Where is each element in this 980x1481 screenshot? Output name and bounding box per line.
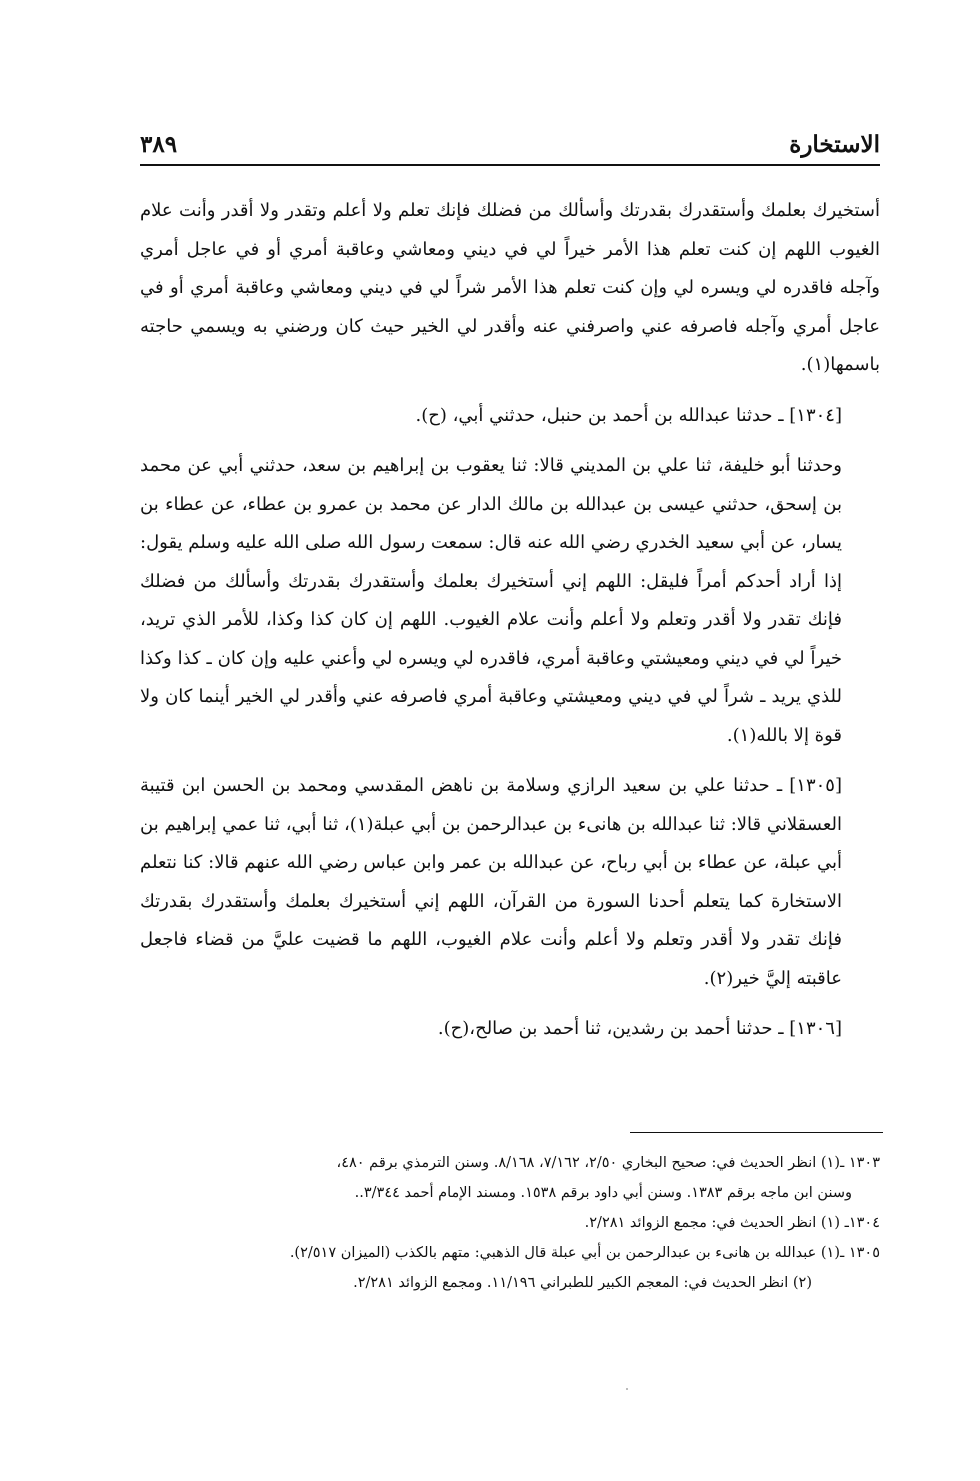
page-number: ٣٨٩ (140, 131, 178, 158)
page-header (140, 118, 880, 158)
hadith-1304-chain: وحدثنا أبو خليفة، ثنا علي بن المديني قالا: ثنا يعقوب بن إبراهيم بن سعد، حدثني أبي عن محمد بن إسحق، حدثني عيسى بن عبدالله بن مالك الدار عن محمد بن عمرو بن عطاء، عن عطاء بن يسار، عن أبي سعيد الخدري رضي الله عنه قال: سمعت رسول الله صلى الله عليه وسلم يقول: إذا أراد أحدكم أمراً فليقل: اللهم إني أستخيرك بعلمك وأستقدرك بقدرتك وأسألك من فضلك فإنك تقدر ولا أقدر وتعلم ولا أعلم وأنت علام الغيوب. اللهم إن كان كذا وكذا، للأمر الذي تريد، خيراً لي في ديني ومعيشتي وعاقبة أمري، فاقدره لي ويسره لي وأعني عليه وإن كان ـ كذا وكذا للذي يريد ـ شراً لي في ديني ومعيشتي وعاقبة أمري فاصرفه عني وأقدر لي الخير أينما كان ولا قوة إلا بالله(١). (140, 455, 843, 746)
hadith-1304: [١٣٠٤] ـ حدثنا عبدالله بن أحمد بن حنبل، حدثني أبي، (ح). (415, 404, 842, 426)
footnotes (140, 1148, 880, 1298)
footnote-1305-2: (٢) انظر الحديث في: المعجم الكبير للطبراني ١١/١٩٦. ومجمع الزوائد ٢/٢٨١. (353, 1275, 812, 1291)
footnote-1304: ١٣٠٤ـ (١) انظر الحديث في: مجمع الزوائد ٢/٢٨١. (584, 1215, 880, 1231)
hadith-1306: [١٣٠٦] ـ حدثنا أحمد بن رشدين، ثنا أحمد بن صالح،(ح). (437, 1018, 842, 1039)
paragraph-continuation: أستخيرك بعلمك وأستقدرك بقدرتك وأسألك من فضلك فإنك تعلم ولا أعلم وتقدر ولا أقدر وأنت علام الغيوب اللهم إن كنت تعلم هذا الأمر خيراً لي في ديني ومعاشي وعاقبة أمري أو في عاجل أمري وآجله فاقدره لي ويسره لي وإن كنت تعلم هذا الأمر شراً لي في ديني ومعاشي وعاقبة أمري أو في عاجل أمري وآجله فاصرفه عني واصرفني عنه وأقدر لي الخير حيث كان ورضني به ويسمي حاجته باسمها(١). (140, 200, 880, 375)
header-rule (140, 164, 880, 166)
footnote-1303-continued: وسنن ابن ماجه برقم ١٣٨٣. وسنن أبي داود برقم ١٥٣٨. ومسند الإمام أحمد ٣/٣٤٤.. (354, 1185, 852, 1201)
footnote-1303: ١٣٠٣ ـ(١) انظر الحديث في: صحيح البخاري ٢/٥٠، ٧/١٦٢، ٨/١٦٨. وسنن الترمذي برقم ٤٨٠، (336, 1155, 880, 1171)
chapter-title: الاستخارة (789, 131, 880, 158)
scan-speck (626, 1388, 628, 1390)
footnote-1305: ١٣٠٥ ـ(١) عبدالله بن هانىء بن عبدالرحمن بن أبي عبلة قال الذهبي: متهم بالكذب (الميزان ٢/٥١٧). (289, 1245, 880, 1261)
main-text (140, 192, 880, 1049)
hadith-1305: [١٣٠٥] ـ حدثنا علي بن سعيد الرازي وسلامة بن ناهض المقدسي ومحمد بن الحسن ابن قتيبة العسقلاني قالا: ثنا عبدالله بن هانىء بن عبدالرحمن بن أبي عبلة(١)، ثنا أبي، ثنا عمي إبراهيم بن أبي عبلة، عن عطاء بن أبي رباح، عن عبدالله بن عمر وابن عباس رضي الله عنهم قالا: كنا نتعلم الاستخارة كما يتعلم أحدنا السورة من القرآن، اللهم إني أستخيرك بعلمك وأستقدرك بقدرتك فإنك تقدر ولا أقدر وتعلم ولا أعلم وأنت علام الغيوب، اللهم ما قضيت عليَّ من قضاء فاجعل عاقبته إليَّ خير(٢). (140, 775, 842, 989)
footnote-rule (630, 1132, 883, 1133)
